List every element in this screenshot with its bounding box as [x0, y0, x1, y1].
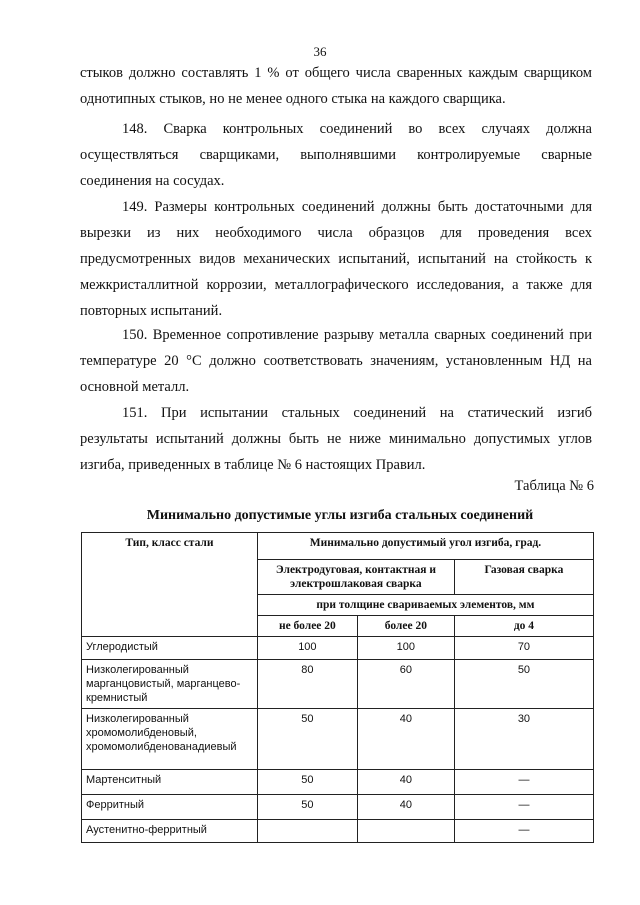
bend-angles-table: [81, 532, 594, 843]
text-line: изгиба, приведенных в таблице № 6 настоящих Правил.: [80, 457, 426, 473]
row-name: Углеродистый: [82, 637, 258, 660]
paragraph-147-tail: [80, 60, 592, 112]
text-line: 149. Размеры контрольных соединений должны быть достаточными для: [122, 199, 592, 215]
table-row: [82, 795, 594, 820]
header-sub3: до 4: [454, 616, 593, 637]
text-line: 150. Временное сопротивление разрыву металла сварных соединений при: [122, 327, 592, 343]
paragraph-151: [80, 400, 592, 478]
text-line: 148. Сварка контрольных соединений во всех случаях должна: [122, 121, 592, 137]
paragraph-149: [80, 194, 592, 324]
row-value: 50: [257, 770, 357, 795]
row-value: —: [454, 770, 593, 795]
row-name: Ферритный: [82, 795, 258, 820]
row-name: Низколегированный марганцовистый, марганцево-кремнистый: [82, 660, 258, 709]
row-name: Аустенитно-ферритный: [82, 820, 258, 843]
row-value: 30: [454, 709, 593, 770]
table-row: [82, 637, 594, 660]
text-line: повторных испытаний.: [80, 303, 223, 319]
row-value: —: [454, 795, 593, 820]
row-value: 50: [257, 709, 357, 770]
text-line: результаты испытаний должны быть не ниже минимально допустимых углов: [80, 431, 592, 447]
table-row: [82, 770, 594, 795]
header-thickness: при толщине свариваемых элементов, мм: [257, 595, 593, 616]
table-row: [82, 660, 594, 709]
paragraph-148: [80, 116, 592, 194]
text-line: вырезки из них необходимого числа образцов для проведения всех: [80, 225, 592, 241]
page-number: 36: [313, 44, 327, 59]
row-value: 80: [257, 660, 357, 709]
header-gas: Газовая сварка: [454, 560, 593, 595]
row-name: Мартенситный: [82, 770, 258, 795]
row-value: 100: [357, 637, 454, 660]
text-line: предусмотренных видов механических испытаний, испытаний на стойкость к: [80, 251, 592, 267]
row-value: —: [454, 820, 593, 843]
row-value: 40: [357, 795, 454, 820]
header-type: Тип, класс стали: [82, 533, 258, 637]
text-line: основной металл.: [80, 379, 190, 395]
paragraph-150: [80, 322, 592, 400]
table-label: Таблица № 6: [514, 478, 594, 494]
row-value: [257, 820, 357, 843]
row-value: 50: [257, 795, 357, 820]
row-value: 40: [357, 709, 454, 770]
text-line: межкристаллитной коррозии, металлографического исследования, а также для: [80, 277, 592, 293]
text-line: 151. При испытании стальных соединений на статический изгиб: [122, 405, 592, 421]
row-value: [357, 820, 454, 843]
text-line: осуществляться сварщиками, выполнявшими контролируемые сварные: [80, 147, 592, 163]
table-row: [82, 709, 594, 770]
table-title: Минимально допустимые углы изгиба стальных соединений: [146, 508, 534, 523]
text-line: соединения на сосудах.: [80, 173, 225, 189]
row-name: Низколегированный хромомолибденовый, хромомолибденованадиевый: [82, 709, 258, 770]
text-line: стыков должно составлять 1 % от общего числа сваренных каждым сварщиком: [80, 65, 592, 81]
row-value: 60: [357, 660, 454, 709]
table-header-row: [82, 533, 594, 560]
row-value: 100: [257, 637, 357, 660]
row-value: 50: [454, 660, 593, 709]
header-angle-group: Минимально допустимый угол изгиба, град.: [257, 533, 593, 560]
header-sub1: не более 20: [257, 616, 357, 637]
text-line: температуре 20 °С должно соответствовать значениям, установленным НД на: [80, 353, 592, 369]
table-row: [82, 820, 594, 843]
text-line: однотипных стыков, но не менее одного стыка на каждого сварщика.: [80, 91, 506, 107]
row-value: 70: [454, 637, 593, 660]
header-electro: Электродуговая, контактная и электрошлаковая сварка: [257, 560, 454, 595]
header-sub2: более 20: [357, 616, 454, 637]
row-value: 40: [357, 770, 454, 795]
